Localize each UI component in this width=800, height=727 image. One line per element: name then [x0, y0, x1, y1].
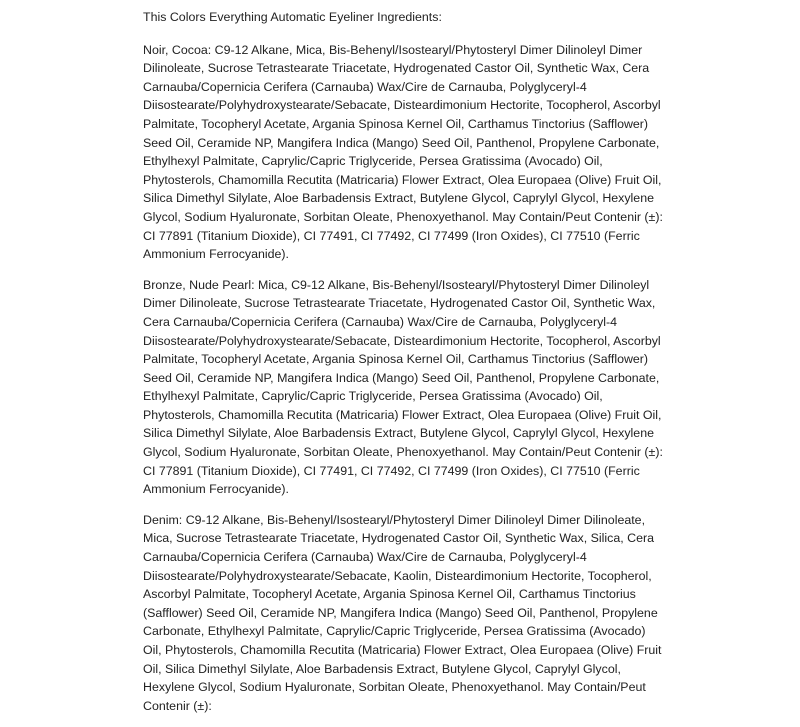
- ingredients-document: [143, 8, 663, 727]
- ingredients-denim: Denim: C9-12 Alkane, Bis-Behenyl/Isostearyl/Phytosteryl Dimer Dilinoleyl Dimer Dilinoleate, Mica, Sucrose Tetrastearate Triacetate, Hydrogenated Castor Oil, Synthetic Wax, Silica, Cera Carnauba/Copernicia Cerifera (Carnauba) Wax/Cire de Carnauba, Polyglyceryl-4 Diisostearate/Polyhydroxystearate/Sebacate, Kaolin, Disteardimonium Hectorite, Tocopherol, Ascorbyl Palmitate, Tocopheryl Acetate, Argania Spinosa Kernel Oil, Carthamus Tinctorius (Safflower) Seed Oil, Ceramide NP, Mangifera Indica (Mango) Seed Oil, Panthenol, Propylene Carbonate, Ethylhexyl Palmitate, Caprylic/Capric Triglyceride, Persea Gratissima (Avocado) Oil, Phytosterols, Chamomilla Recutita (Matricaria) Flower Extract, Olea Europaea (Olive) Fruit Oil, Silica Dimethyl Silylate, Aloe Barbadensis Extract, Butylene Glycol, Caprylyl Glycol, Hexylene Glycol, Sodium Hyaluronate, Sorbitan Oleate, Phenoxyethanol. May Contain/Peut Contenir (±):: [143, 512, 662, 713]
- ingredients-heading: This Colors Everything Automatic Eyeliner Ingredients:: [143, 10, 442, 24]
- ingredients-noir-cocoa: Noir, Cocoa: C9-12 Alkane, Mica, Bis-Behenyl/Isostearyl/Phytosteryl Dimer Dilinoleyl Dimer Dilinoleate, Sucrose Tetrastearate Triacetate, Hydrogenated Castor Oil, Synthetic Wax, Cera Carnauba/Copernicia Cerifera (Carnauba) Wax/Cire de Carnauba, Polyglyceryl-4 Diisostearate/Polyhydroxystearate/Sebacate, Disteardimonium Hectorite, Tocopherol, Ascorbyl Palmitate, Tocopheryl Acetate, Argania Spinosa Kernel Oil, Carthamus Tinctorius (Safflower) Seed Oil, Ceramide NP, Mangifera Indica (Mango) Seed Oil, Panthenol, Propylene Carbonate, Ethylhexyl Palmitate, Caprylic/Capric Triglyceride, Persea Gratissima (Avocado) Oil, Phytosterols, Chamomilla Recutita (Matricaria) Flower Extract, Olea Europaea (Olive) Fruit Oil, Silica Dimethyl Silylate, Aloe Barbadensis Extract, Butylene Glycol, Caprylyl Glycol, Hexylene Glycol, Sodium Hyaluronate, Sorbitan Oleate, Phenoxyethanol. May Contain/Peut Contenir (±): CI 77891 (Titanium Dioxide), CI 77491, CI 77492, CI 77499 (Iron Oxides), CI 77510 (Ferric Ammonium Ferrocyanide).: [143, 42, 663, 262]
- ingredients-bronze-nude-pearl: Bronze, Nude Pearl: Mica, C9-12 Alkane, Bis-Behenyl/Isostearyl/Phytosteryl Dimer Dilinoleyl Dimer Dilinoleate, Sucrose Tetrastearate Triacetate, Hydrogenated Castor Oil, Synthetic Wax, Cera Carnauba/Copernicia Cerifera (Carnauba) Wax/Cire de Carnauba, Polyglyceryl-4 Diisostearate/Polyhydroxystearate/Sebacate, Disteardimonium Hectorite, Tocopherol, Ascorbyl Palmitate, Tocopheryl Acetate, Argania Spinosa Kernel Oil, Carthamus Tinctorius (Safflower) Seed Oil, Ceramide NP, Mangifera Indica (Mango) Seed Oil, Panthenol, Propylene Carbonate, Ethylhexyl Palmitate, Caprylic/Capric Triglyceride, Persea Gratissima (Avocado) Oil, Phytosterols, Chamomilla Recutita (Matricaria) Flower Extract, Olea Europaea (Olive) Fruit Oil, Silica Dimethyl Silylate, Aloe Barbadensis Extract, Butylene Glycol, Caprylyl Glycol, Hexylene Glycol, Sodium Hyaluronate, Sorbitan Oleate, Phenoxyethanol. May Contain/Peut Contenir (±): CI 77891 (Titanium Dioxide), CI 77491, CI 77492, CI 77499 (Iron Oxides), CI 77510 (Ferric Ammonium Ferrocyanide).: [143, 277, 663, 497]
